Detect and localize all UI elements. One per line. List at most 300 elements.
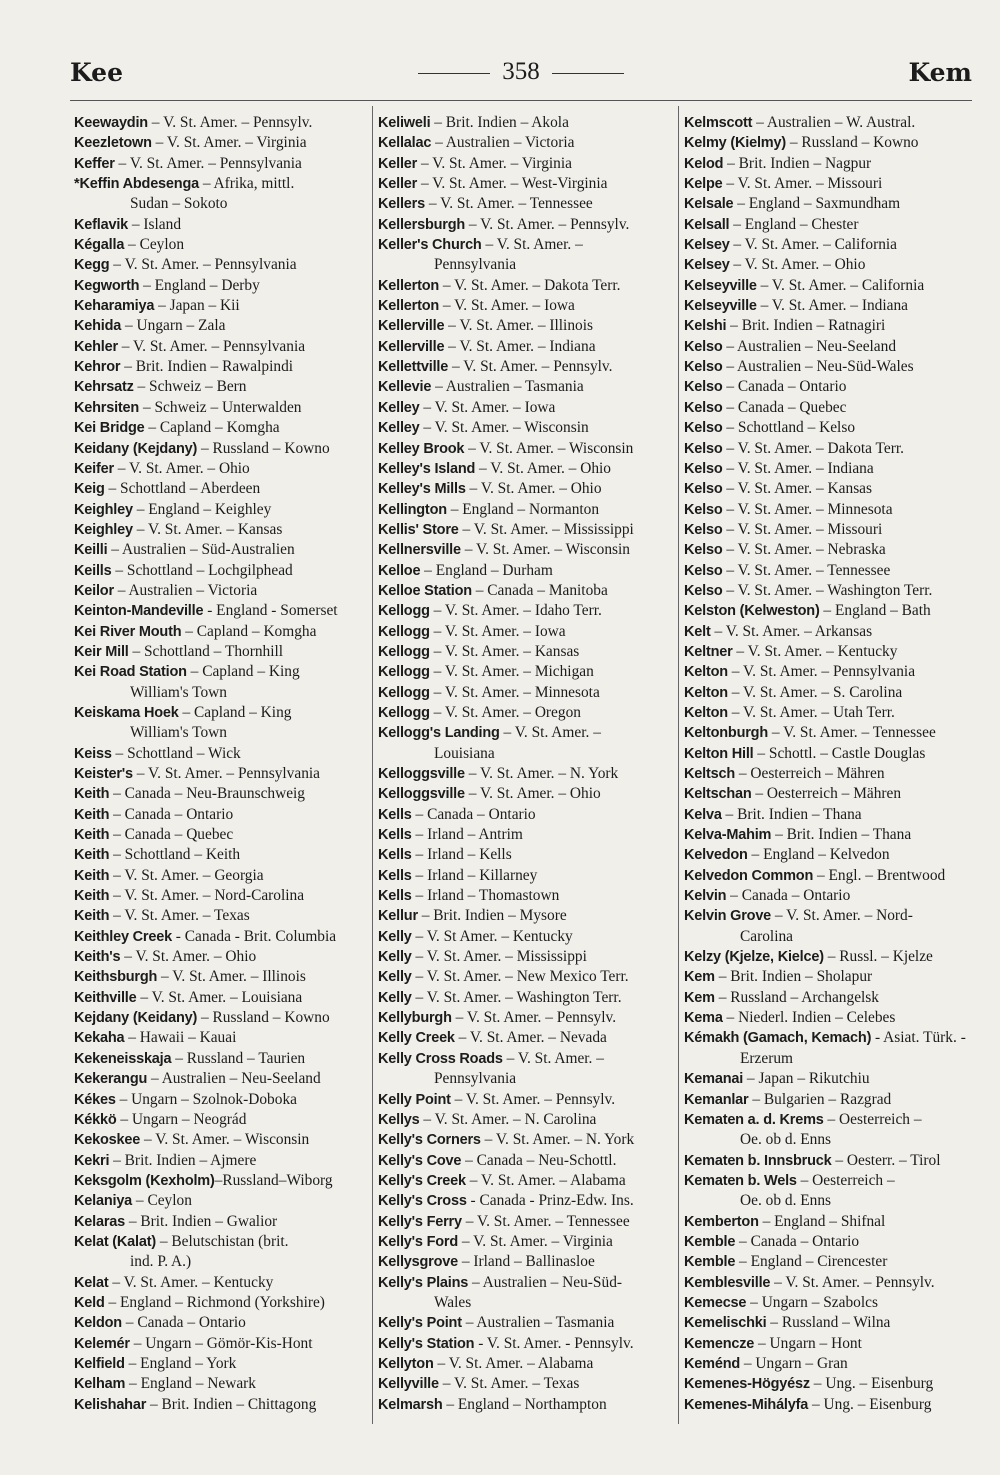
gazetteer-entry: [74, 1008, 370, 1028]
gazetteer-entry: [378, 1252, 676, 1272]
location-text: – V. St. Amer. – Minnesota: [722, 500, 893, 518]
location-text: – Capland – King: [186, 663, 300, 681]
location-text: – England – Derby: [139, 276, 260, 294]
place-name: Kelat: [74, 1274, 109, 1291]
place-name: Kells: [378, 827, 412, 844]
location-text: – Oesterr. – Tirol: [831, 1151, 941, 1169]
gazetteer-entry: [378, 235, 676, 276]
gazetteer-entry: [74, 1028, 370, 1048]
location-text: – Oesterreich – Mähren: [734, 765, 885, 782]
place-name: Kelly Point: [378, 1091, 451, 1108]
place-name: Kelham: [74, 1376, 126, 1393]
gazetteer-entry: [74, 601, 370, 621]
gazetteer-entry: [74, 1293, 370, 1313]
gazetteer-entry: [74, 215, 370, 235]
place-name: Kelso: [684, 562, 723, 579]
location-text: – Engl. – Brentwood: [813, 866, 946, 884]
location-text: – V. St. Amer. – Dakota Terr.: [439, 276, 621, 294]
location-text: – England – Northampton: [442, 1395, 607, 1413]
location-text: – Canada – Neu-Braunschweig: [109, 785, 306, 803]
place-name: Kelso: [684, 521, 723, 538]
location-text: – Niederl. Indien – Celebes: [722, 1009, 896, 1027]
location-text: – Brit. Indien – Rawalpindi: [120, 358, 294, 376]
gazetteer-entry: [378, 886, 676, 906]
place-name: Kelod: [684, 155, 724, 172]
gazetteer-entry: [684, 601, 976, 621]
place-name: Kellys: [378, 1111, 420, 1128]
place-name: Keflavik: [74, 216, 129, 233]
gazetteer-entry: [684, 784, 976, 804]
location-text: – V. St. Amer. – Wisconsin: [460, 541, 630, 559]
gazetteer-entry: [378, 683, 676, 703]
gazetteer-entry: [74, 703, 370, 744]
location-text: – V. St. Amer. – N. York: [464, 765, 619, 782]
gazetteer-entry: [378, 927, 676, 947]
location-text: - England - Somerset: [203, 602, 338, 620]
column-1: [74, 113, 370, 1415]
gazetteer-entry: [684, 723, 976, 743]
location-text: – Japan – Kii: [154, 297, 240, 315]
place-name: Keithville: [74, 989, 137, 1006]
gazetteer-entry: [74, 866, 370, 886]
gazetteer-entry: [684, 988, 976, 1008]
location-text: – Irland – Thomastown: [411, 887, 560, 905]
location-text: –Russland–Wiborg: [214, 1171, 333, 1189]
place-name: Kelley's Island: [378, 460, 476, 477]
page-header: [70, 58, 972, 90]
gazetteer-entry: [378, 154, 676, 174]
place-name: Kemencze: [684, 1335, 755, 1352]
location-text: – Brit. Indien – Chittagong: [146, 1395, 317, 1413]
place-name: Keister's: [74, 766, 133, 782]
place-name: Keharamiya: [74, 298, 155, 315]
gazetteer-entry: [684, 561, 976, 581]
location-text: – Russland – Taurien: [171, 1049, 306, 1067]
gazetteer-entry: [378, 1049, 676, 1090]
place-name: Kellogg: [378, 643, 430, 660]
location-continuation: William's Town: [130, 724, 227, 742]
location-text: – V. St. Amer. – New Mexico Terr.: [411, 968, 629, 986]
gazetteer-entry: [74, 622, 370, 642]
location-text: – Russl. – Kjelze: [823, 948, 933, 966]
gazetteer-entry: [684, 1252, 976, 1272]
gazetteer-entry: [378, 1212, 676, 1232]
place-name: Kelso: [684, 379, 723, 396]
place-name: Kematen b. Wels: [684, 1172, 797, 1189]
place-name: Kemberton: [684, 1213, 759, 1230]
place-name: Keithsburgh: [74, 969, 158, 986]
gazetteer-entry: [74, 662, 370, 703]
gazetteer-entry: [378, 988, 676, 1008]
location-text: – V. St. Amer. – Nord-Carolina: [109, 887, 305, 905]
gazetteer-entry: [74, 988, 370, 1008]
gazetteer-entry: [378, 337, 676, 357]
gazetteer-entry: [684, 1069, 976, 1089]
location-continuation: Oe. ob d. Enns: [740, 1192, 832, 1210]
location-text: – Canada – Quebec: [109, 826, 234, 844]
gazetteer-entry: [684, 622, 976, 642]
gazetteer-entry: [378, 520, 676, 540]
place-name: Kehida: [74, 318, 122, 335]
gazetteer-entry: [684, 1028, 976, 1069]
place-name: Keltschan: [684, 786, 752, 803]
location-text: – Russland – Kowno: [197, 439, 330, 457]
place-name: Kem: [684, 969, 715, 986]
location-text: – Schottl. – Castle Douglas: [753, 744, 926, 762]
gazetteer-entry: [684, 255, 976, 275]
place-name: Kelso: [684, 420, 723, 437]
gazetteer-entry: [378, 703, 676, 723]
location-text: – V. St. Amer. – Oregon: [429, 703, 581, 721]
location-text: – V. St. Amer. – Iowa: [429, 622, 566, 640]
place-name: Keith's: [74, 949, 121, 966]
location-text: – Brit. Indien – Ajmere: [109, 1151, 257, 1169]
gazetteer-entry: [684, 439, 976, 459]
place-name: Kelloe: [378, 562, 421, 579]
gazetteer-entry: [684, 174, 976, 194]
gazetteer-entry: [74, 906, 370, 926]
location-text: - Asiat. Türk. -: [871, 1029, 966, 1047]
location-text: – Ungarn – Gran: [740, 1354, 848, 1372]
place-name: Kehrsiten: [74, 399, 140, 416]
location-text: – V. St. Amer. – Missouri: [722, 520, 883, 538]
location-text: – Schottland – Kelso: [722, 419, 856, 437]
gazetteer-entry: [74, 805, 370, 825]
gazetteer-entry: [378, 194, 676, 214]
location-text: – V. St. Amer. – Mississippi: [458, 520, 634, 538]
location-text: – Ungarn – Neográd: [116, 1110, 247, 1128]
location-text: – Australien – Neu-Süd-Wales: [722, 358, 914, 376]
location-text: – Oesterreich –: [823, 1110, 922, 1128]
place-name: Kelzy (Kjelze, Kielce): [684, 949, 824, 966]
place-name: Kelly's Ford: [378, 1233, 459, 1250]
location-text: – Australien – Tasmania: [431, 378, 584, 396]
place-name: Kegg: [74, 257, 110, 274]
place-name: Kegworth: [74, 277, 140, 294]
page-number: 358: [502, 58, 540, 85]
gazetteer-entry: [378, 601, 676, 621]
location-text: – Afrika, mittl.: [198, 175, 295, 193]
gazetteer-entry: [74, 398, 370, 418]
location-text: – V. St. Amer. – Missouri: [722, 175, 883, 193]
place-name: Kellerton: [378, 277, 440, 294]
place-name: Kemble: [684, 1233, 736, 1250]
gazetteer-entry: [378, 418, 676, 438]
location-text: – Schottland – Wick: [111, 744, 241, 762]
gazetteer-entry: [378, 1334, 676, 1354]
place-name: Keir Mill: [74, 643, 129, 660]
header-rule: [70, 100, 972, 101]
gazetteer-entry: [378, 947, 676, 967]
location-text: – V. St. Amer. – Michigan: [429, 663, 594, 681]
gazetteer-entry: [74, 1212, 370, 1232]
place-name: Kei Bridge: [74, 420, 145, 437]
gazetteer-entry: [74, 1232, 370, 1273]
place-name: Kégalla: [74, 237, 125, 254]
place-name: Kelemér: [74, 1335, 130, 1352]
place-name: Keiskama Hoek: [74, 704, 179, 721]
place-name: Kells: [378, 867, 412, 884]
place-name: Kellers: [378, 196, 425, 213]
place-name: Kellis' Store: [378, 521, 459, 538]
location-text: – Brit. Indien – Akola: [430, 114, 569, 131]
gazetteer-entry: [74, 1090, 370, 1110]
location-continuation: ind. P. A.): [130, 1253, 192, 1271]
place-name: Kelso: [684, 338, 723, 355]
place-name: Kelsale: [684, 196, 734, 213]
gazetteer-entry: [378, 784, 676, 804]
gazetteer-entry: [378, 1028, 676, 1048]
place-name: Kelso: [684, 582, 723, 599]
location-text: – V. St. Amer. – Arkansas: [710, 622, 873, 640]
gazetteer-entry: [684, 194, 976, 214]
gazetteer-entry: [378, 1110, 676, 1130]
gazetteer-entry: [378, 276, 676, 296]
place-name: Kelton: [684, 684, 728, 701]
location-text: – V. St. Amer. – Wisconsin: [140, 1131, 310, 1149]
location-text: – V. St. Amer. – Ohio: [120, 948, 257, 966]
place-name: Kekri: [74, 1152, 110, 1169]
gazetteer-entry: [74, 784, 370, 804]
location-text: – V. St. Amer. – N. Carolina: [419, 1110, 597, 1128]
place-name: Kelfield: [74, 1355, 125, 1372]
place-name: Kékkö: [74, 1111, 117, 1128]
gazetteer-entry: [684, 1313, 976, 1333]
place-name: Kelley Brook: [378, 440, 465, 457]
location-text: – V. St. Amer. – Iowa: [439, 297, 575, 315]
location-text: – England – Cirencester: [735, 1253, 888, 1271]
gazetteer-entry: [378, 866, 676, 886]
place-name: Kelvedon Common: [684, 867, 814, 884]
place-name: Kelly's Cove: [378, 1152, 462, 1169]
gazetteer-entry: [684, 337, 976, 357]
place-name: Kellogg: [378, 603, 430, 620]
gazetteer-entry: [74, 316, 370, 336]
place-name: Kelpe: [684, 176, 723, 193]
location-text: – England – Normanton: [446, 500, 600, 518]
place-name: Kells: [378, 806, 412, 823]
location-text: – England – Keighley: [132, 500, 272, 518]
place-name: Keiss: [74, 745, 112, 762]
place-name: Kelaniya: [74, 1193, 133, 1210]
location-text: – Island: [128, 215, 182, 233]
location-text: – Australien – Victoria: [431, 134, 575, 152]
place-name: Kemenes-Mihályfa: [684, 1396, 809, 1413]
gazetteer-entry: [378, 1130, 676, 1150]
location-text: – V. St. Amer. – Pennsylv.: [450, 1090, 616, 1108]
gazetteer-entry: [378, 723, 676, 764]
gazetteer-entry: [74, 540, 370, 560]
location-text: - Canada - Brit. Columbia: [171, 927, 337, 945]
place-name: Kelly's Cross: [378, 1193, 467, 1210]
place-name: Kellur: [378, 908, 418, 925]
location-text: – Brit. Indien – Thana: [771, 826, 912, 844]
gazetteer-entry: [74, 479, 370, 499]
location-text: – Australien – Tasmania: [461, 1314, 615, 1332]
gazetteer-entry: [684, 398, 976, 418]
place-name: Kellyton: [378, 1355, 434, 1372]
gazetteer-entry: [378, 1171, 676, 1191]
place-name: Kelsey: [684, 257, 730, 274]
gazetteer-entry: [378, 479, 676, 499]
location-text: – Canada – Ontario: [109, 805, 234, 823]
location-text: – Ceylon: [124, 236, 185, 254]
place-name: Kemecse: [684, 1294, 747, 1311]
place-name: Kellalac: [378, 135, 432, 152]
gazetteer-entry: [378, 215, 676, 235]
place-name: Kells: [378, 888, 412, 905]
gazetteer-entry: [684, 967, 976, 987]
place-name: Kema: [684, 1010, 723, 1027]
location-text: – V. St. Amer. – Illinois: [444, 317, 593, 335]
location-text: – V. St. Amer. – Pennsylvania: [109, 256, 297, 274]
location-text: – England – Durham: [420, 561, 553, 579]
gazetteer-entry: [74, 1049, 370, 1069]
place-name: Kelley: [378, 399, 420, 416]
place-name: Kelly Creek: [378, 1030, 455, 1047]
gazetteer-entry: [684, 845, 976, 865]
location-text: – Ungarn – Szabolcs: [746, 1293, 878, 1311]
gazetteer-entry: [378, 1354, 676, 1374]
location-text: – V. St. Amer. – Illinois: [157, 968, 306, 986]
place-name: Kelley's Mills: [378, 481, 466, 498]
gazetteer-entry: [684, 581, 976, 601]
location-continuation: William's Town: [130, 683, 227, 701]
gazetteer-entry: [684, 1212, 976, 1232]
place-name: Kelva: [684, 806, 722, 823]
location-text: – Brit. Indien – Thana: [721, 805, 862, 823]
location-text: – Ung. – Eisenburg: [809, 1375, 934, 1393]
place-name: Kei River Mouth: [74, 623, 182, 640]
location-text: – V. St. Amer. – Indiana: [444, 337, 596, 355]
location-text: – Capland – King: [178, 703, 292, 721]
location-text: – V. St. Amer. –: [499, 724, 601, 742]
location-text: – V. St. Amer. – Pennsylvania: [727, 663, 916, 681]
gazetteer-entry: [74, 439, 370, 459]
location-continuation: Sudan – Sokoto: [130, 195, 228, 213]
location-text: – V. St. Amer. – Kansas: [429, 642, 580, 660]
place-name: Kelly's Plains: [378, 1274, 469, 1291]
place-name: Keller: [378, 176, 418, 193]
gazetteer-entry: [74, 418, 370, 438]
location-text: – V. St. Amer. – Kansas: [132, 520, 283, 538]
location-text: – V. St. Amer. – Nebraska: [722, 541, 886, 559]
gazetteer-entry: [378, 459, 676, 479]
place-name: Keighley: [74, 521, 133, 538]
location-text: – Schweiz – Unterwalden: [139, 398, 302, 416]
location-text: – England – Chester: [729, 215, 859, 233]
gazetteer-entry: [74, 1191, 370, 1211]
gazetteer-entry: [684, 662, 976, 682]
place-name: Kelly's Station: [378, 1335, 475, 1352]
gazetteer-entry: [74, 825, 370, 845]
place-name: Kelso: [684, 359, 723, 376]
gazetteer-entry: [74, 337, 370, 357]
place-name: Kehrsatz: [74, 379, 134, 396]
place-name: Kellyville: [378, 1376, 439, 1393]
location-text: – V. St. Amer. – Kentucky: [732, 642, 898, 660]
place-name: Kellogg: [378, 704, 430, 721]
location-text: - V. St. Amer. - Pennsylv.: [474, 1334, 634, 1352]
gazetteer-entry: [74, 1395, 370, 1415]
place-name: Keills: [74, 562, 112, 579]
place-name: Kelly's Corners: [378, 1132, 481, 1149]
location-text: – V. St. Amer. – Ohio: [464, 785, 601, 803]
gazetteer-entry: [684, 1110, 976, 1151]
location-text: – V. St. Amer. – Tennessee: [461, 1212, 630, 1230]
place-name: Keith: [74, 888, 110, 905]
gazetteer-entry: [74, 744, 370, 764]
gazetteer-entry: [378, 662, 676, 682]
gazetteer-entry: [378, 398, 676, 418]
gazetteer-entry: [74, 1313, 370, 1333]
location-text: – Brit. Indien – Gwalior: [125, 1212, 278, 1230]
gazetteer-entry: [378, 500, 676, 520]
location-text: – V. St Amer. – Kentucky: [411, 927, 573, 945]
place-name: Keith: [74, 867, 110, 884]
place-name: Keller's Church: [378, 237, 482, 254]
gazetteer-entry: [684, 540, 976, 560]
gazetteer-entry: [74, 561, 370, 581]
gazetteer-entry: [684, 1273, 976, 1293]
gazetteer-entry: [684, 1232, 976, 1252]
place-name: Kemanai: [684, 1071, 744, 1088]
location-text: – Ceylon: [132, 1192, 192, 1210]
gazetteer-entry: [684, 113, 976, 133]
place-name: Kelsall: [684, 216, 730, 233]
location-text: – Oesterreich – Mähren: [751, 785, 902, 803]
place-name: Kelley: [378, 420, 420, 437]
location-text: – Belutschistan (brit.: [156, 1232, 289, 1250]
place-name: Kellersburgh: [378, 216, 466, 233]
location-text: – Australien – Victoria: [113, 581, 258, 599]
location-text: – V. St. Amer. – Dakota Terr.: [722, 439, 904, 457]
gazetteer-entry: [378, 316, 676, 336]
gazetteer-entry: [74, 255, 370, 275]
gazetteer-entry: [378, 845, 676, 865]
gazetteer-entry: [74, 581, 370, 601]
place-name: Kem: [684, 989, 715, 1006]
gazetteer-entry: [74, 377, 370, 397]
location-text: – Canada – Manitoba: [471, 581, 608, 599]
location-text: – England – Richmond (Yorkshire): [104, 1293, 325, 1311]
place-name: Kemenes-Högyész: [684, 1376, 810, 1393]
place-name: Kellington: [378, 501, 447, 518]
place-name: Kelat (Kalat): [74, 1233, 156, 1250]
place-name: Kematen a. d. Krems: [684, 1111, 824, 1128]
gazetteer-entry: [74, 154, 370, 174]
gazetteer-entry: [378, 1395, 676, 1415]
place-name: Keltsch: [684, 766, 735, 782]
place-name: Keifer: [74, 460, 114, 477]
place-name: Kékes: [74, 1091, 116, 1108]
location-text: – Brit. Indien – Ratnagiri: [726, 317, 886, 335]
place-name: Kemanlar: [684, 1091, 749, 1108]
gazetteer-entry: [684, 235, 976, 255]
location-text: – V. St. Amer. –: [481, 236, 583, 254]
location-text: – Canada – Ontario: [411, 805, 536, 823]
gazetteer-entry: [684, 825, 976, 845]
gazetteer-entry: [684, 1171, 976, 1212]
gazetteer-entry: [378, 377, 676, 397]
location-text: – Schweiz – Bern: [133, 378, 247, 396]
gazetteer-entry: [74, 1069, 370, 1089]
place-name: Kelaras: [74, 1213, 125, 1230]
place-name: Kelseyville: [684, 298, 757, 315]
location-continuation: Carolina: [740, 927, 793, 945]
location-text: – Capland – Komgha: [144, 419, 280, 437]
location-text: – V. St. Amer. – Pennsylvania: [114, 154, 302, 172]
